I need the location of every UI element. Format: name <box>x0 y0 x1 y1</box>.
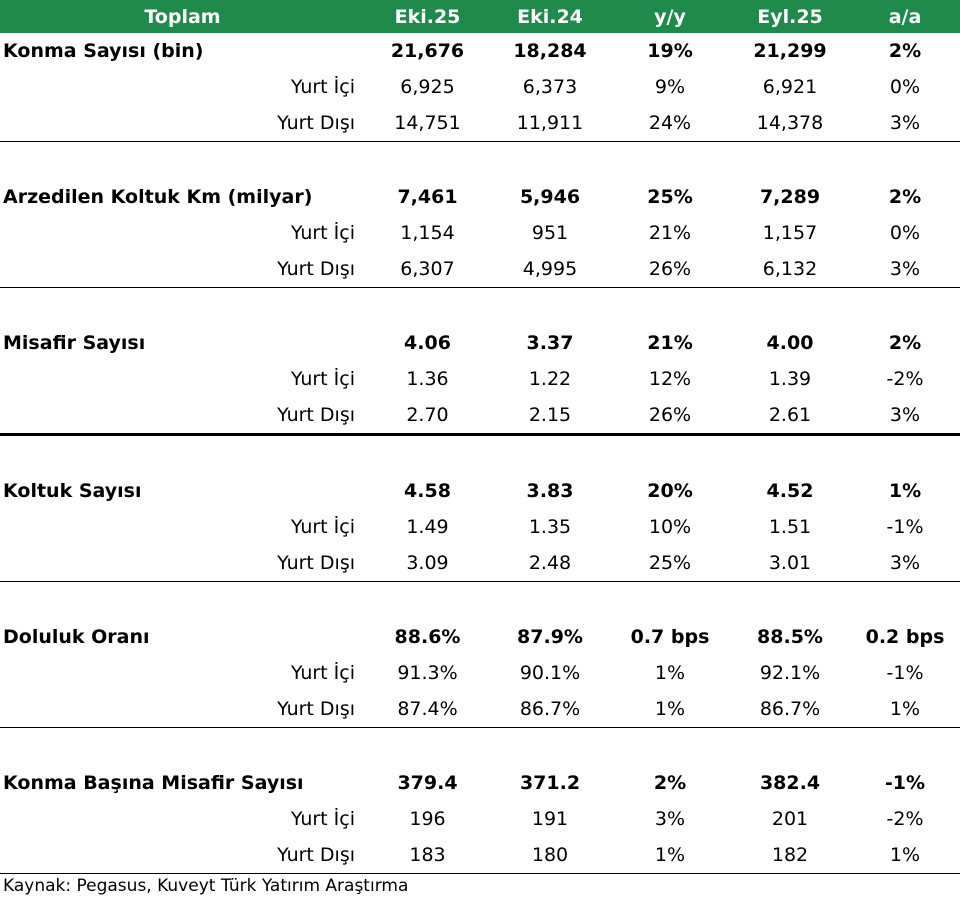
value-cell: 91.3% <box>397 662 458 684</box>
value-cell: 3% <box>889 258 921 280</box>
header-cell-eki24: Eki.24 <box>490 0 610 33</box>
value-cell: 21% <box>648 222 692 244</box>
section-title: Konma Başına Misafir Sayısı <box>3 772 304 794</box>
sub-row <box>0 361 960 397</box>
value-cell: 1.39 <box>768 368 812 390</box>
value-cell: 92.1% <box>759 662 821 684</box>
value-cell: 3% <box>889 112 921 134</box>
section-main-row <box>0 619 960 655</box>
value-cell: 3% <box>654 808 686 830</box>
value-cell: 182 <box>730 837 850 874</box>
value-cell: 10% <box>648 516 692 538</box>
value-cell: -1% <box>884 772 926 794</box>
value-cell: 951 <box>531 222 569 244</box>
section-divider <box>0 288 960 326</box>
sub-row-label: Yurt İçi <box>290 662 355 684</box>
value-cell: 1.51 <box>768 516 812 538</box>
value-cell: 196 <box>409 808 446 830</box>
value-cell: 1% <box>850 837 960 874</box>
sub-row-label: Yurt Dışı <box>277 698 355 720</box>
value-cell: 19% <box>647 40 693 62</box>
sub-row-label: Yurt Dışı <box>0 837 365 874</box>
value-cell: 1.35 <box>528 516 572 538</box>
value-cell: -2% <box>886 808 924 830</box>
value-cell: 2.61 <box>768 404 812 426</box>
sub-row <box>0 691 960 728</box>
section-main-row <box>0 473 960 509</box>
value-cell: 86.7% <box>759 698 821 720</box>
section-main-row <box>0 325 960 361</box>
value-cell: 6,373 <box>522 76 578 98</box>
value-cell: 2% <box>888 186 922 208</box>
value-cell: 191 <box>531 808 569 830</box>
section-divider <box>0 582 960 620</box>
value-cell: 0% <box>889 222 921 244</box>
sub-row-label: Yurt İçi <box>290 516 355 538</box>
section-title: Koltuk Sayısı <box>3 480 142 502</box>
section-divider <box>0 142 960 180</box>
sub-row <box>0 69 960 105</box>
value-cell: 6,925 <box>400 76 455 98</box>
value-cell: 1,157 <box>762 222 818 244</box>
value-cell: 371.2 <box>519 772 581 794</box>
value-cell: 1,154 <box>400 222 455 244</box>
sub-row-label: Yurt İçi <box>290 222 355 244</box>
value-cell: 7,461 <box>397 186 458 208</box>
value-cell: 4.00 <box>766 332 814 354</box>
value-cell: 14,751 <box>394 112 461 134</box>
value-cell: 4,995 <box>522 258 578 280</box>
value-cell: 3.37 <box>526 332 574 354</box>
value-cell: 2.70 <box>406 404 449 426</box>
value-cell: 5,946 <box>519 186 581 208</box>
value-cell: 3% <box>889 404 921 426</box>
value-cell: 25% <box>648 552 692 574</box>
sub-row <box>0 215 960 251</box>
sub-row-label: Yurt İçi <box>290 808 355 830</box>
value-cell: 0.2 bps <box>865 626 945 648</box>
value-cell: 21,299 <box>753 40 827 62</box>
sub-row <box>0 655 960 691</box>
value-cell: 20% <box>647 480 693 502</box>
value-cell: 0% <box>889 76 921 98</box>
value-cell: 21% <box>647 332 693 354</box>
value-cell: 379.4 <box>397 772 458 794</box>
value-cell: 1% <box>654 698 686 720</box>
value-cell: 1.36 <box>406 368 449 390</box>
header-cell-eyl25: Eyl.25 <box>730 0 850 33</box>
value-cell: 7,289 <box>759 186 821 208</box>
value-cell: 183 <box>365 837 490 874</box>
value-cell: 90.1% <box>519 662 581 684</box>
section-main-row <box>0 765 960 801</box>
value-cell: 1.49 <box>406 516 449 538</box>
sub-row-label: Yurt İçi <box>290 368 355 390</box>
value-cell: 4.58 <box>404 480 451 502</box>
value-cell: 2% <box>888 40 922 62</box>
value-cell: 12% <box>648 368 692 390</box>
sub-row-label: Yurt Dışı <box>277 552 355 574</box>
value-cell: 2% <box>653 772 687 794</box>
value-cell: 3.01 <box>768 552 812 574</box>
value-cell: 3.09 <box>406 552 449 574</box>
header-cell-aa: a/a <box>850 0 960 33</box>
value-cell: 1.22 <box>528 368 572 390</box>
value-cell: 180 <box>490 837 610 874</box>
section-divider <box>0 728 960 766</box>
value-cell: 21,676 <box>390 40 465 62</box>
value-cell: 26% <box>648 404 692 426</box>
value-cell: 18,284 <box>513 40 587 62</box>
value-cell: 0.7 bps <box>630 626 710 648</box>
value-cell: 86.7% <box>519 698 581 720</box>
value-cell: -1% <box>886 662 924 684</box>
value-cell: 3.83 <box>526 480 574 502</box>
value-cell: 4.06 <box>404 332 451 354</box>
sub-row <box>0 105 960 142</box>
source-note: Kaynak: Pegasus, Kuveyt Türk Yatırım Araştırma <box>3 876 409 896</box>
value-cell: 1% <box>889 698 921 720</box>
value-cell: 25% <box>647 186 693 208</box>
value-cell: 14,378 <box>756 112 824 134</box>
section-main-row <box>0 179 960 215</box>
value-cell: 6,921 <box>762 76 818 98</box>
value-cell: 24% <box>648 112 692 134</box>
value-cell: 201 <box>771 808 809 830</box>
section-divider <box>0 435 960 474</box>
value-cell: 6,307 <box>400 258 455 280</box>
value-cell: 2% <box>888 332 922 354</box>
value-cell: -2% <box>886 368 924 390</box>
value-cell: 1% <box>610 837 730 874</box>
header-cell-toplam: Toplam <box>0 0 365 33</box>
value-cell: 88.5% <box>757 626 823 648</box>
sub-row-label: Yurt Dışı <box>277 112 355 134</box>
sub-row-label: Yurt Dışı <box>277 404 355 426</box>
value-cell: 87.9% <box>517 626 583 648</box>
sub-row <box>0 397 960 435</box>
header-row <box>0 0 960 33</box>
sub-row <box>0 801 960 837</box>
section-main-row <box>0 33 960 69</box>
value-cell: 1% <box>888 480 922 502</box>
header-cell-eki25: Eki.25 <box>365 0 490 33</box>
section-title: Konma Sayısı (bin) <box>3 40 204 62</box>
value-cell: 26% <box>648 258 692 280</box>
section-title: Arzedilen Koltuk Km (milyar) <box>3 186 313 208</box>
value-cell: 382.4 <box>759 772 821 794</box>
value-cell: 6,132 <box>762 258 818 280</box>
value-cell: 87.4% <box>397 698 458 720</box>
sub-row-label: Yurt İçi <box>290 76 355 98</box>
value-cell: 88.6% <box>394 626 461 648</box>
value-cell: 1% <box>654 662 686 684</box>
value-cell: 4.52 <box>766 480 814 502</box>
header-cell-yy: y/y <box>610 0 730 33</box>
section-title: Misafir Sayısı <box>3 332 146 354</box>
sub-row <box>0 509 960 545</box>
value-cell: 9% <box>654 76 686 98</box>
sub-row <box>0 251 960 288</box>
sub-row <box>0 837 960 874</box>
sub-row-label: Yurt Dışı <box>277 258 355 280</box>
section-title: Doluluk Oranı <box>3 626 150 648</box>
value-cell: 2.48 <box>528 552 572 574</box>
value-cell: 11,911 <box>516 112 584 134</box>
value-cell: 2.15 <box>528 404 572 426</box>
value-cell: -1% <box>886 516 924 538</box>
sub-row <box>0 545 960 582</box>
value-cell: 3% <box>889 552 921 574</box>
